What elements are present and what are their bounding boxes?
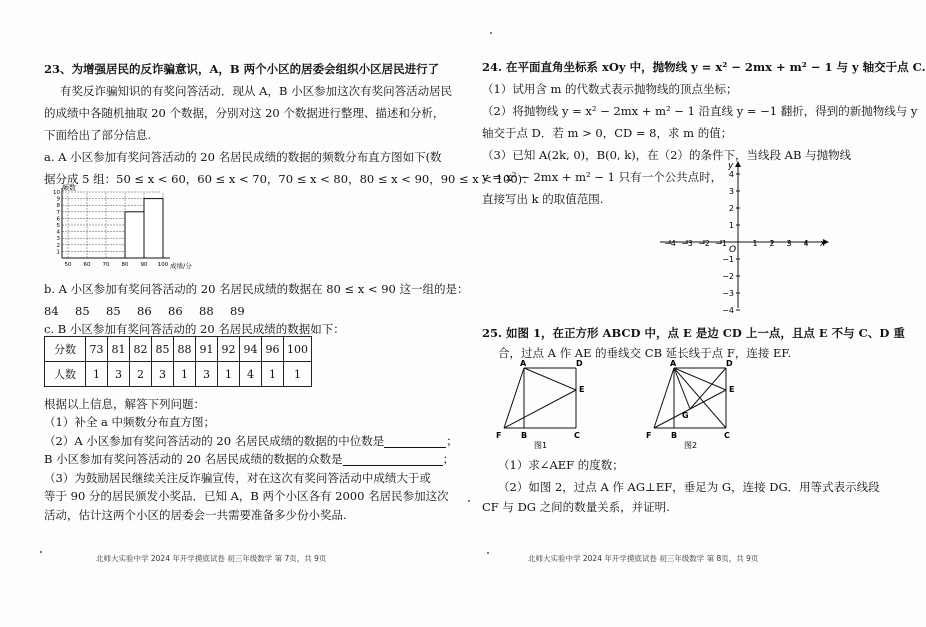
histogram-x-label: 成绩/分 [170, 262, 192, 270]
table-cell-score: 94 [240, 337, 262, 362]
q25-question-1: （1）求∠AEF 的度数； [498, 458, 624, 472]
q24-line-3: （2）将抛物线 y = x² − 2mx + m² − 1 沿直线 y = −1 翻折，得到的新抛物线与 y [482, 104, 918, 118]
histogram-x-tick: 70 [102, 262, 110, 268]
table-header-count: 人数 [45, 362, 86, 387]
table-row-scores [45, 337, 312, 362]
fig2-label-F: F [646, 431, 652, 440]
part-b-value: 86 [137, 304, 152, 318]
q25-line-1: 25. 如图 1，在正方形 ABCD 中，点 E 是边 CD 上一点，且点 E 不与 C、D 重 [482, 326, 905, 340]
table-cell-score: 91 [196, 337, 218, 362]
q23-line-2: 有奖反诈骗知识的有奖问答活动．现从 A，B 小区参加这次有奖问答活动居民 [60, 84, 453, 98]
histogram-bar [125, 212, 144, 258]
part-b-value: 85 [106, 304, 121, 318]
histogram-x-tick: 80 [121, 262, 129, 268]
figure-1 [494, 360, 604, 452]
table-cell-count: 3 [108, 362, 130, 387]
histogram-bar [144, 199, 163, 258]
part-b-value: 84 [44, 304, 59, 318]
q24-line-4: 轴交于点 D．若 m > 0，CD = 8，求 m 的值； [482, 126, 733, 140]
fig2-label-D: D [726, 359, 733, 368]
q23-question-3a: （3）为鼓励居民继续关注反诈骗宣传，对在这次有奖问答活动中成绩大于或 [44, 471, 431, 485]
q23-question-2a-text: （2）A 小区参加有奖问答活动的 20 名居民成绩的数据的中位数是 [44, 434, 385, 448]
table-header-score: 分数 [45, 337, 86, 362]
scan-speck [468, 500, 470, 502]
part-b-value: 88 [199, 304, 214, 318]
table-cell-score: 92 [218, 337, 240, 362]
table-cell-score: 81 [108, 337, 130, 362]
y-axis-tick-label: 2 [728, 204, 734, 213]
y-axis-tick-label: −4 [722, 306, 734, 315]
q25-question-2b: CF 与 DG 之间的数量关系，并证明. [482, 500, 670, 514]
y-axis-tick-label: −3 [722, 289, 734, 298]
histogram-y-tick: 5 [56, 223, 60, 229]
q23-question-2b [44, 452, 454, 466]
table-cell-score: 85 [152, 337, 174, 362]
histogram-y-tick: 3 [56, 236, 60, 243]
median-answer-blank[interactable] [384, 436, 446, 448]
q23-line-1: 23、为增强居民的反诈骗意识，A，B 两个小区的居委会组织小区居民进行了 [44, 62, 440, 76]
table-cell-score: 100 [284, 337, 312, 362]
histogram-y-tick: 10 [53, 190, 60, 196]
table-cell-score: 88 [174, 337, 196, 362]
frequency-histogram [40, 186, 220, 276]
q24-line-7: 直接写出 k 的取值范围. [482, 192, 604, 206]
x-axis-tick-label: −1 [715, 239, 727, 248]
figure-2 [644, 360, 754, 452]
q23-part-a-line-1: a. A 小区参加有奖问答活动的 20 名居民成绩的数据的频数分布直方图如下(数 [44, 150, 442, 164]
q24-line-5: （3）已知 A(2k, 0)，B(0, k)，在（2）的条件下，当线段 AB 与抛物线 [482, 148, 852, 162]
y-axis-tick-label: 3 [728, 187, 734, 196]
scan-speck [40, 551, 42, 553]
x-axis-label: x [820, 239, 826, 249]
fig1-label-A: A [520, 359, 527, 368]
q25-question-2a: （2）如图 2，过点 A 作 AG⊥EF，垂足为 G，连接 DG．用等式表示线段 [498, 480, 880, 494]
y-axis-tick-label: 1 [728, 221, 734, 230]
q23-question-3c: 活动，估计这两个小区的居委会一共需要准备多少份小奖品. [44, 508, 347, 522]
part-b-value: 85 [75, 304, 90, 318]
y-axis-tick-label: 4 [728, 170, 734, 179]
table-cell-count: 2 [130, 362, 152, 387]
q25-line-2: 合，过点 A 作 AE 的垂线交 CB 延长线于点 F，连接 EF. [498, 346, 792, 360]
histogram-y-tick: 4 [56, 229, 60, 236]
table-cell-count: 3 [152, 362, 174, 387]
q23-question-3b: 等于 90 分的居民颁发小奖品．已知 A，B 两个小区各有 2000 名居民参加这次 [44, 489, 449, 503]
table-cell-count: 1 [262, 362, 284, 387]
fig1-label-B: B [521, 431, 528, 440]
histogram-y-tick: 2 [56, 242, 60, 249]
histogram-y-tick: 9 [56, 196, 60, 203]
table-cell-score: 96 [262, 337, 284, 362]
q24-line-2: （1）试用含 m 的代数式表示抛物线的顶点坐标； [482, 82, 738, 96]
table-cell-score: 82 [130, 337, 152, 362]
x-axis-tick-label: 3 [786, 239, 792, 248]
x-axis-tick-label: −2 [698, 239, 710, 248]
q24-line-1: 24. 在平面直角坐标系 xOy 中，抛物线 y = x² − 2mx + m² − 1 与 y 轴交于点 C. [482, 60, 926, 74]
semicolon: ； [442, 452, 455, 466]
x-axis-tick-label: 4 [803, 239, 809, 248]
histogram-x-tick: 100 [157, 262, 169, 268]
q23-part-c-line: c. B 小区参加有奖问答活动的 20 名居民成绩的数据如下： [44, 322, 345, 336]
q23-part-b-line: b. A 小区参加有奖问答活动的 20 名居民成绩的数据在 80 ≤ x < 90 这一组的是： [44, 282, 469, 296]
q23-question-intro: 根据以上信息，解答下列问题： [44, 397, 205, 411]
origin-label: O [729, 245, 737, 255]
part-b-value: 86 [168, 304, 183, 318]
fig2-label-A: A [670, 359, 677, 368]
table-cell-count: 1 [284, 362, 312, 387]
table-row-counts [45, 362, 312, 387]
fig1-label-C: C [574, 431, 580, 440]
x-axis-tick-label: 1 [752, 239, 758, 248]
fig2-label-E: E [729, 385, 735, 394]
right-footer: 北师大实验中学 2024 年开学摸底试卷 初三年级数学 第 8页，共 9页 [528, 554, 759, 563]
histogram-y-tick: 7 [56, 209, 60, 216]
fig2-label-G: G [682, 411, 689, 420]
x-axis-tick-label: 2 [769, 239, 775, 248]
q23-question-2a [44, 434, 458, 448]
histogram-x-tick: 60 [83, 262, 91, 268]
q23-question-2b-text: B 小区参加有奖问答活动的 20 名居民成绩的数据的众数是 [44, 452, 343, 466]
histogram-x-tick: 90 [140, 262, 148, 268]
fig2-label-B: B [671, 431, 678, 440]
histogram-y-label: 频数 [62, 184, 76, 192]
histogram-y-tick: 1 [56, 249, 60, 256]
fig1-label-F: F [496, 431, 502, 440]
fig1-label-E: E [579, 385, 585, 394]
table-cell-count: 1 [174, 362, 196, 387]
fig2-label-C: C [724, 431, 730, 440]
q23-line-4: 下面给出了部分信息. [44, 128, 152, 142]
fig1-caption: 图1 [534, 441, 548, 450]
score-table [44, 336, 312, 387]
histogram-x-tick: 50 [64, 262, 72, 268]
q23-part-a-line-2: 据分成 5 组：50 ≤ x < 60，60 ≤ x < 70，70 ≤ x < 80，80 ≤ x < 90，90 ≤ x < 100)： [44, 172, 534, 186]
fig1-label-D: D [576, 359, 583, 368]
table-cell-count: 1 [218, 362, 240, 387]
mode-answer-blank[interactable] [343, 454, 443, 466]
table-cell-count: 1 [86, 362, 108, 387]
histogram-y-tick: 6 [56, 216, 60, 223]
y-axis-tick-label: −1 [722, 255, 734, 264]
fig2-caption: 图2 [684, 441, 698, 450]
coordinate-axes [656, 158, 836, 315]
table-cell-count: 3 [196, 362, 218, 387]
table-cell-score: 73 [86, 337, 108, 362]
scan-speck [487, 552, 489, 554]
q23-question-1: （1）补全 a 中频数分布直方图； [44, 415, 215, 429]
y-axis-label: y [728, 161, 734, 171]
left-footer: 北师大实验中学 2024 年开学摸底试卷 初三年级数学 第 7页，共 9页 [96, 554, 327, 563]
table-cell-count: 4 [240, 362, 262, 387]
scan-speck [490, 32, 492, 34]
part-b-value: 89 [230, 304, 245, 318]
q23-line-3: 的成绩中各随机抽取 20 个数据，分别对这 20 个数据进行整理、描述和分析， [44, 106, 445, 120]
x-axis-tick-label: −3 [681, 239, 693, 248]
y-axis-tick-label: −2 [722, 272, 734, 281]
semicolon: ； [446, 434, 458, 448]
x-axis-tick-label: −4 [664, 239, 676, 248]
q24-line-6: y = x² − 2mx + m² − 1 只有一个公共点时， [482, 170, 723, 184]
histogram-y-tick: 8 [56, 203, 60, 210]
